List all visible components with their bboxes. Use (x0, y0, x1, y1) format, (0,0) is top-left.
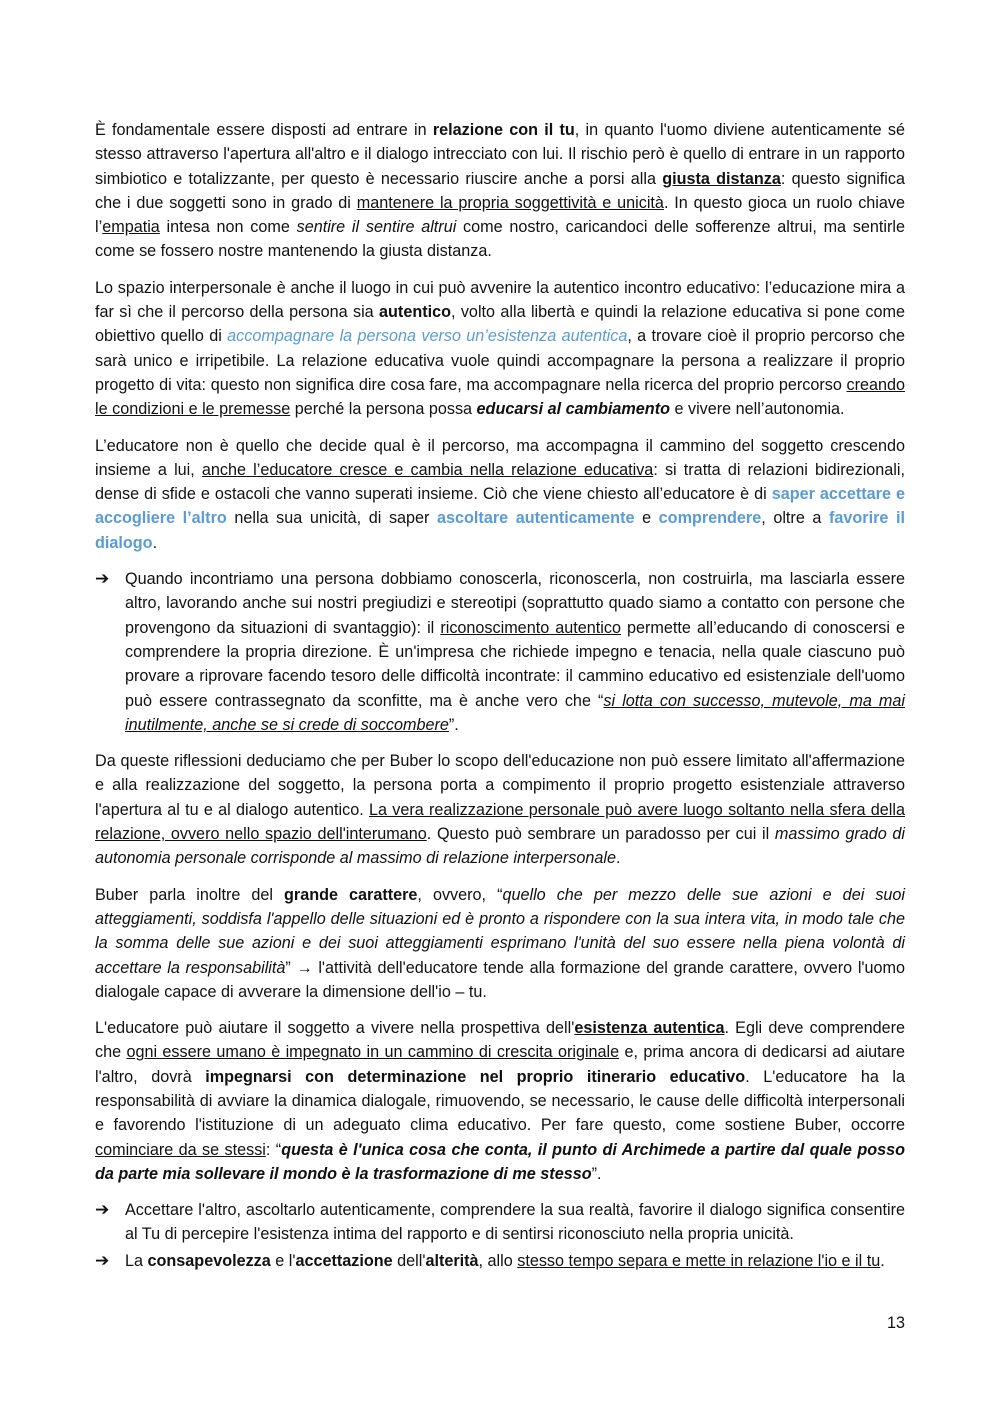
italic-autonomia: massimo grado di autonomia personale corrisponde al massimo di relazione interpersonale (95, 825, 905, 868)
text-run: come nostro, caricandoci delle sofferenze altrui, ma sentirle come se fossero nostre mantenendo la giusta distanza. (95, 218, 905, 261)
text-run: permette all’educando di conoscersi e comprendere la propria direzione. È un'impresa che richiede impegno e tenacia, nella quale ciascuno può provare a riprovare facendo tesoro delle difficoltà incontrate: il cammino educativo ed esistenziale dell'uomo può essere contrassegnato da sconfitte, ma è anche vero che “ (125, 618, 905, 710)
bold-underlined-giusta-distanza: giusta distanza (662, 169, 781, 188)
text-run: , ovvero, “ (417, 885, 503, 904)
text-run: : “ (265, 1140, 282, 1159)
bullet-text (125, 1198, 905, 1247)
underlined-soggettivita: mantenere la propria soggettività e unicità (356, 193, 664, 212)
underlined-realizzazione-personale: La vera realizzazione personale può avere luogo soltanto nella sfera della relazione, ovvero nello spazio dell'interumano (95, 800, 905, 844)
text-run: Da queste riflessioni deduciamo che per Buber lo scopo dell'educazione non può essere limitato all'affermazione e alla realizzazione del soggetto, la persona porta a compimento il proprio progetto esistenziale attraverso l'apertura al tu e al dialogo autentico. (95, 752, 905, 819)
text-run: e (634, 509, 659, 528)
arrow-bullet-icon: ➔ (95, 1200, 110, 1220)
underlined-educatore-cresce: anche l’educatore cresce e cambia nella relazione educativa (201, 460, 654, 479)
blue-italic-esistenza-autentica: accompagnare la persona verso un’esistenza autentica (227, 327, 628, 346)
text-run: . (616, 849, 621, 868)
text-run: . (880, 1251, 885, 1270)
blue-bold-favorire-dialogo: favorire il dialogo (95, 509, 905, 552)
text-run: . (152, 533, 158, 552)
bullet-item-alterita (95, 1249, 905, 1273)
text-run: ”. (591, 1164, 602, 1183)
paragraph-riflessioni-buber (95, 749, 905, 870)
text-run: , volto alla libertà e quindi la relazione educativa si pone come obiettivo quello di (95, 303, 905, 346)
text-run: Lo spazio interpersonale è anche il luogo in cui può avvenire la autentico incontro educativo: l’educazione mira a far sì che il percorso della persona sia (95, 278, 905, 322)
text-run: e, prima ancora di dedicarsi ad aiutare l'altro, dovrà (95, 1043, 906, 1086)
bold-alterita: alterità (425, 1251, 479, 1270)
text-run: . Egli deve comprendere che (95, 1019, 905, 1062)
underlined-italic-quote: si lotta con successo, mutevole, ma mai inutilmente, anche se si crede di soccombere (125, 691, 905, 734)
paragraph-educatore-percorso (95, 434, 905, 555)
text-run: e vivere nell’autonomia. (669, 400, 845, 419)
text-run: Accettare l'altro, ascoltarlo autenticamente, comprendere la sua realtà, favorire il dialogo significa consentire al Tu di percepire l'esistenza intima del rapporto e di sentirsi riconosciuto nella propria unicità. (125, 1201, 905, 1244)
text-run: Buber parla inoltre del (95, 885, 285, 904)
text-run: l'attività dell'educatore tende alla formazione del grande carattere, ovvero l'uomo dialogale capace di avverare la dimensione dell'io – tu. (95, 958, 906, 1001)
blue-bold-accettare-accogliere: saper accettare e accogliere l’altro (95, 485, 905, 528)
paragraph-grande-carattere (95, 883, 905, 1004)
bold-accettazione: accettazione (295, 1251, 393, 1270)
underlined-separa-mette: stesso tempo separa e mette in relazione l'io e il tu (517, 1251, 881, 1270)
text-run: L'educatore può aiutare il soggetto a vivere nella prospettiva dell' (95, 1019, 575, 1038)
text-run: ” (285, 958, 297, 977)
bold-italic-archimede-quote: questa è l'unica cosa che conta, il punto di Archimede a partire dal quale posso da parte mia sollevare il mondo è la trasformazione di me stesso (95, 1140, 905, 1183)
bold-underlined-esistenza-autentica: esistenza autentica (574, 1019, 725, 1038)
bold-grande-carattere: grande carattere (284, 885, 418, 904)
text-run: L’educatore non è quello che decide qual è il percorso, ma accompagna il cammino del soggetto crescendo insieme a lui, (95, 436, 905, 479)
italic-quote-carattere: quello che per mezzo delle sue azioni e dei suoi atteggiamenti, soddisfa l'appello delle situazioni ed è pronto a rispondere con la sua intera vita, in modo tale che la somma delle sue azioni e dei suoi atteggiamenti esprimano l'unità del suo essere nella piena volontà di accettare la responsabilità (95, 885, 906, 977)
text-run: . In questo gioca un ruolo chiave l’ (95, 193, 905, 237)
text-run: . L'educatore ha la responsabilità di avviare la dinamica dialogale, rimuovendo, se necessario, le cause delle difficoltà interpersonali e favorendo l'istituzione di un adeguato clima educativo. Per fare questo, come sostiene Buber, occorre (95, 1067, 905, 1135)
text-run: e l' (270, 1251, 296, 1270)
bold-relazione-tu: relazione con il tu (432, 121, 575, 139)
underlined-riconoscimento: riconoscimento autentico (440, 618, 621, 637)
text-run: È fondamentale essere disposti ad entrare in (95, 121, 433, 139)
underlined-condizioni-premesse: creando le condizioni e le premesse (95, 375, 905, 419)
text-run: : questo significa che i due soggetti sono in grado di (95, 169, 905, 212)
italic-sentire-altrui: sentire il sentire altrui (296, 218, 457, 237)
inline-arrow-icon: → (296, 958, 313, 977)
arrow-bullet-icon: ➔ (95, 569, 110, 589)
text-run: ”. (448, 715, 459, 734)
paragraph-relazione-tu (95, 118, 905, 264)
page-number: 13 (886, 1314, 905, 1332)
text-run: Quando incontriamo una persona dobbiamo conoscerla, riconoscerla, non costruirla, ma lasciarla essere altro, lavorando anche sui nostri pregiudizi e stereotipi (soprattutto quado siamo a contatto con persone che provengono da situazioni di svantaggio): il (125, 570, 905, 637)
text-run: , a trovare cioè il proprio percorso che sarà unico e irripetibile. La relazione educativa vuole quindi accompagnare la persona a realizzare il proprio progetto di vita: questo non significa dire cosa fare, ma accompagnare nella ricerca del proprio percorso (95, 327, 905, 394)
bullet-text (125, 567, 905, 737)
paragraph-spazio-interpersonale (95, 276, 905, 422)
text-run: , in quanto l'uomo diviene autenticamente sé stesso attraverso l'apertura all'altro e il dialogo intrecciato con lui. Il rischio però è quello di entrare in un rapporto simbiotico e totalizzante, per questo è necessario riuscire anche a porsi alla (95, 121, 905, 188)
underlined-empatia: empatia (102, 218, 160, 237)
underlined-cammino-crescita: ogni essere umano è impegnato in un cammino di crescita originale (126, 1043, 620, 1062)
text-run: : si tratta di relazioni bidirezionali, dense di sfide e ostacoli che vanno superati insieme. Ciò che viene chiesto all’educatore è di (95, 460, 905, 504)
text-run: intesa non come (159, 218, 297, 237)
text-run: . Questo può sembrare un paradosso per cui il (426, 825, 775, 844)
bullet-text (125, 1249, 905, 1273)
bold-itinerario-educativo: impegnarsi con determinazione nel proprio itinerario educativo (205, 1067, 746, 1086)
bold-consapevolezza: consapevolezza (147, 1251, 271, 1270)
text-run: perché la persona possa (290, 400, 477, 419)
arrow-bullet-icon: ➔ (95, 1250, 110, 1270)
text-run: nella sua unicità, di saper (226, 509, 438, 528)
text-run: dell' (392, 1251, 426, 1270)
text-run: , oltre a (761, 509, 830, 528)
underlined-cominciare: cominciare da se stessi (95, 1140, 266, 1159)
document-page (95, 118, 905, 1285)
text-run: , allo (478, 1251, 518, 1270)
bullet-item-accettare (95, 1198, 905, 1247)
bullet-item-riconoscimento (95, 567, 905, 737)
text-run: La (125, 1251, 148, 1270)
bold-autentico: autentico (379, 303, 451, 322)
blue-bold-ascoltare: ascoltare autenticamente (437, 509, 635, 528)
paragraph-esistenza-autentica (95, 1016, 905, 1186)
blue-bold-comprendere: comprendere (658, 509, 762, 528)
bold-italic-educarsi: educarsi al cambiamento (476, 400, 670, 419)
